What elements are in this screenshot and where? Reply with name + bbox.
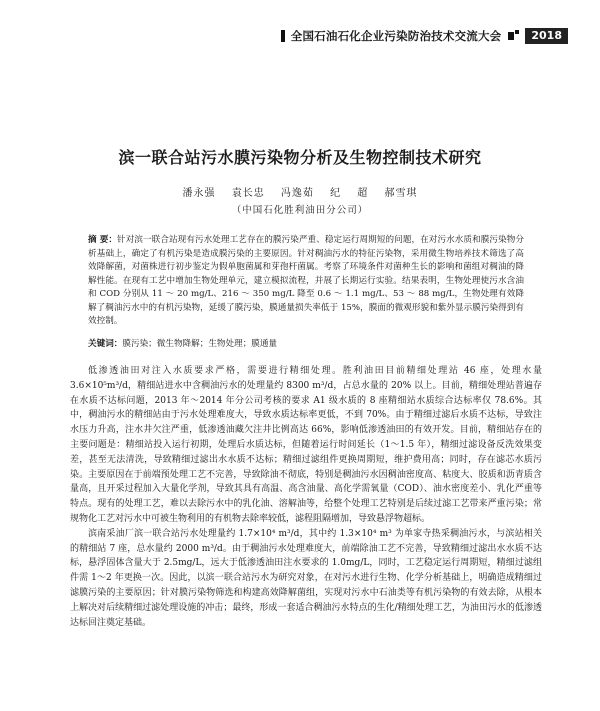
conference-header [281, 28, 568, 44]
paper-authors: 潘永强 袁长忠 冯逸茹 纪 超 郝雪琪 [182, 188, 418, 199]
body-text [70, 364, 542, 630]
keywords [88, 338, 524, 351]
abstract [88, 234, 524, 329]
body-paragraph-1: 低渗透油田对注入水质要求严格，需要进行精细处理。胜利油田目前精细处理站 46 座，处理水量 3.6×10⁵m³/d，精细站进水中含稠油污水的处理量约 8300 m³/d，占总水量的 20% 以上。目前，精细处理站普遍存在水质不达标问题，2013 年～2014 年分公司考核的要求 A1 级水质的 8 座精细站水质综合达标率仅 78.6%。其中，稠油污水的精细站由于污水处理难度大，导致水质达标率更低，不到 70%。由于精细过滤后水质不达标，导致注水压力升高，注水井欠注严重，低渗透油藏欠注井比例高达 66%，影响低渗透油田的有效开发。目前，精细站存在的主要问题是：精细站投入运行初期，处理后水质达标，但随着运行时间延长（1～1.5 年），精细过滤设备反洗效果变差，甚至无法清洗，导致精细过滤出水水质不达标；精细过滤组件更换周期短，维护费用高；同时，存在滤芯水质污染。主要原因在于前端预处理工艺不完善，导致除油不彻底，特别是稠油污水因稠油密度高、粘度大、胶质和沥青质含量高，且开采过程加入大量化学剂，导致其具有高温、高含油量、高化学需氧量（COD）、油水密度差小、乳化严重等特点。现有的处理工艺，难以去除污水中的乳化油、溶解油等，给整个处理工艺特别是后续过滤工艺带来严重污染；常规物化工艺对污水中可被生物利用的有机物去除率较低，滤程阻隔增加，导致悬浮物超标。 [70, 366, 542, 524]
body-paragraph-2: 滨南采油厂滨一联合站污水处理量约 1.7×10⁴ m³/d，其中约 1.3×10⁴ m³ 为单家寺热采稠油污水，与滨站相关的精细站 7 座，总水量约 2000 m³/d。由于稠油污水处理难度大，前端除油工艺不完善，导致精细过滤出水水质不达标，悬浮固体含量大于 2.5mg/L，远大于低渗透油田注水要求的 1.0mg/L，同时，工艺稳定运行周期短，精细过滤组件需 1～2 年更换一次。因此，以滨一联合站污水为研究对象，在对污水进行生物、化学分析基础上，明确造成精细过滤膜污染的主要原因；针对膜污染物筛选和构建高效降解菌组，实现对污水中石油类等有机污染物的有效去除，从根本上解决对后续精细过滤处理设施的冲击；最终，形成一套适合稠油污水特点的生化/精细处理工艺，为油田污水的低渗透达标回注奠定基础。 [70, 528, 542, 628]
conference-logo-icon [507, 30, 519, 42]
keywords-label: 关键词： [88, 339, 123, 349]
abstract-text: 针对滨一联合站现有污水处理工艺存在的膜污染严重、稳定运行周期短的问题，在对污水水质和膜污染物分析基础上，确定了有机污染是造成膜污染的主要原因。针对稠油污水的特征污染物，采用微生物培养技术筛选了高效降解菌，对菌株进行初步鉴定为假单胞菌属和芽孢杆菌属。考察了环境条件对菌种生长的影响和菌组对稠油的降解性能。在现有工艺中增加生物处理单元，建立模拟流程，并展了长期运行实验。结果表明，生物处理使污水含油和 COD 分别从 11 ～ 20 mg/L、216 ～ 350 mg/L 降至 0.6 ～ 1.1 mg/L、53 ～ 88 mg/L，生物处理有效降解了稠油污水中的有机污染物，延缓了膜污染，膜通量损失率低于 15%，膜面的微观形貌和紫外显示膜污染得到有效控制。 [88, 235, 524, 326]
conference-year-badge: 2018 [525, 28, 568, 44]
paper-title: 滨一联合站污水膜污染物分析及生物控制技术研究 [118, 148, 482, 167]
abstract-label: 摘 要： [88, 235, 118, 245]
keywords-text: 膜污染；微生物降解；生物处理；膜通量 [122, 339, 278, 349]
conference-name: 全国石油石化企业污染防治技术交流大会 [290, 29, 502, 43]
header-bar-icon [281, 30, 285, 42]
paper-affiliation: （中国石化胜利油田分公司） [231, 205, 369, 216]
